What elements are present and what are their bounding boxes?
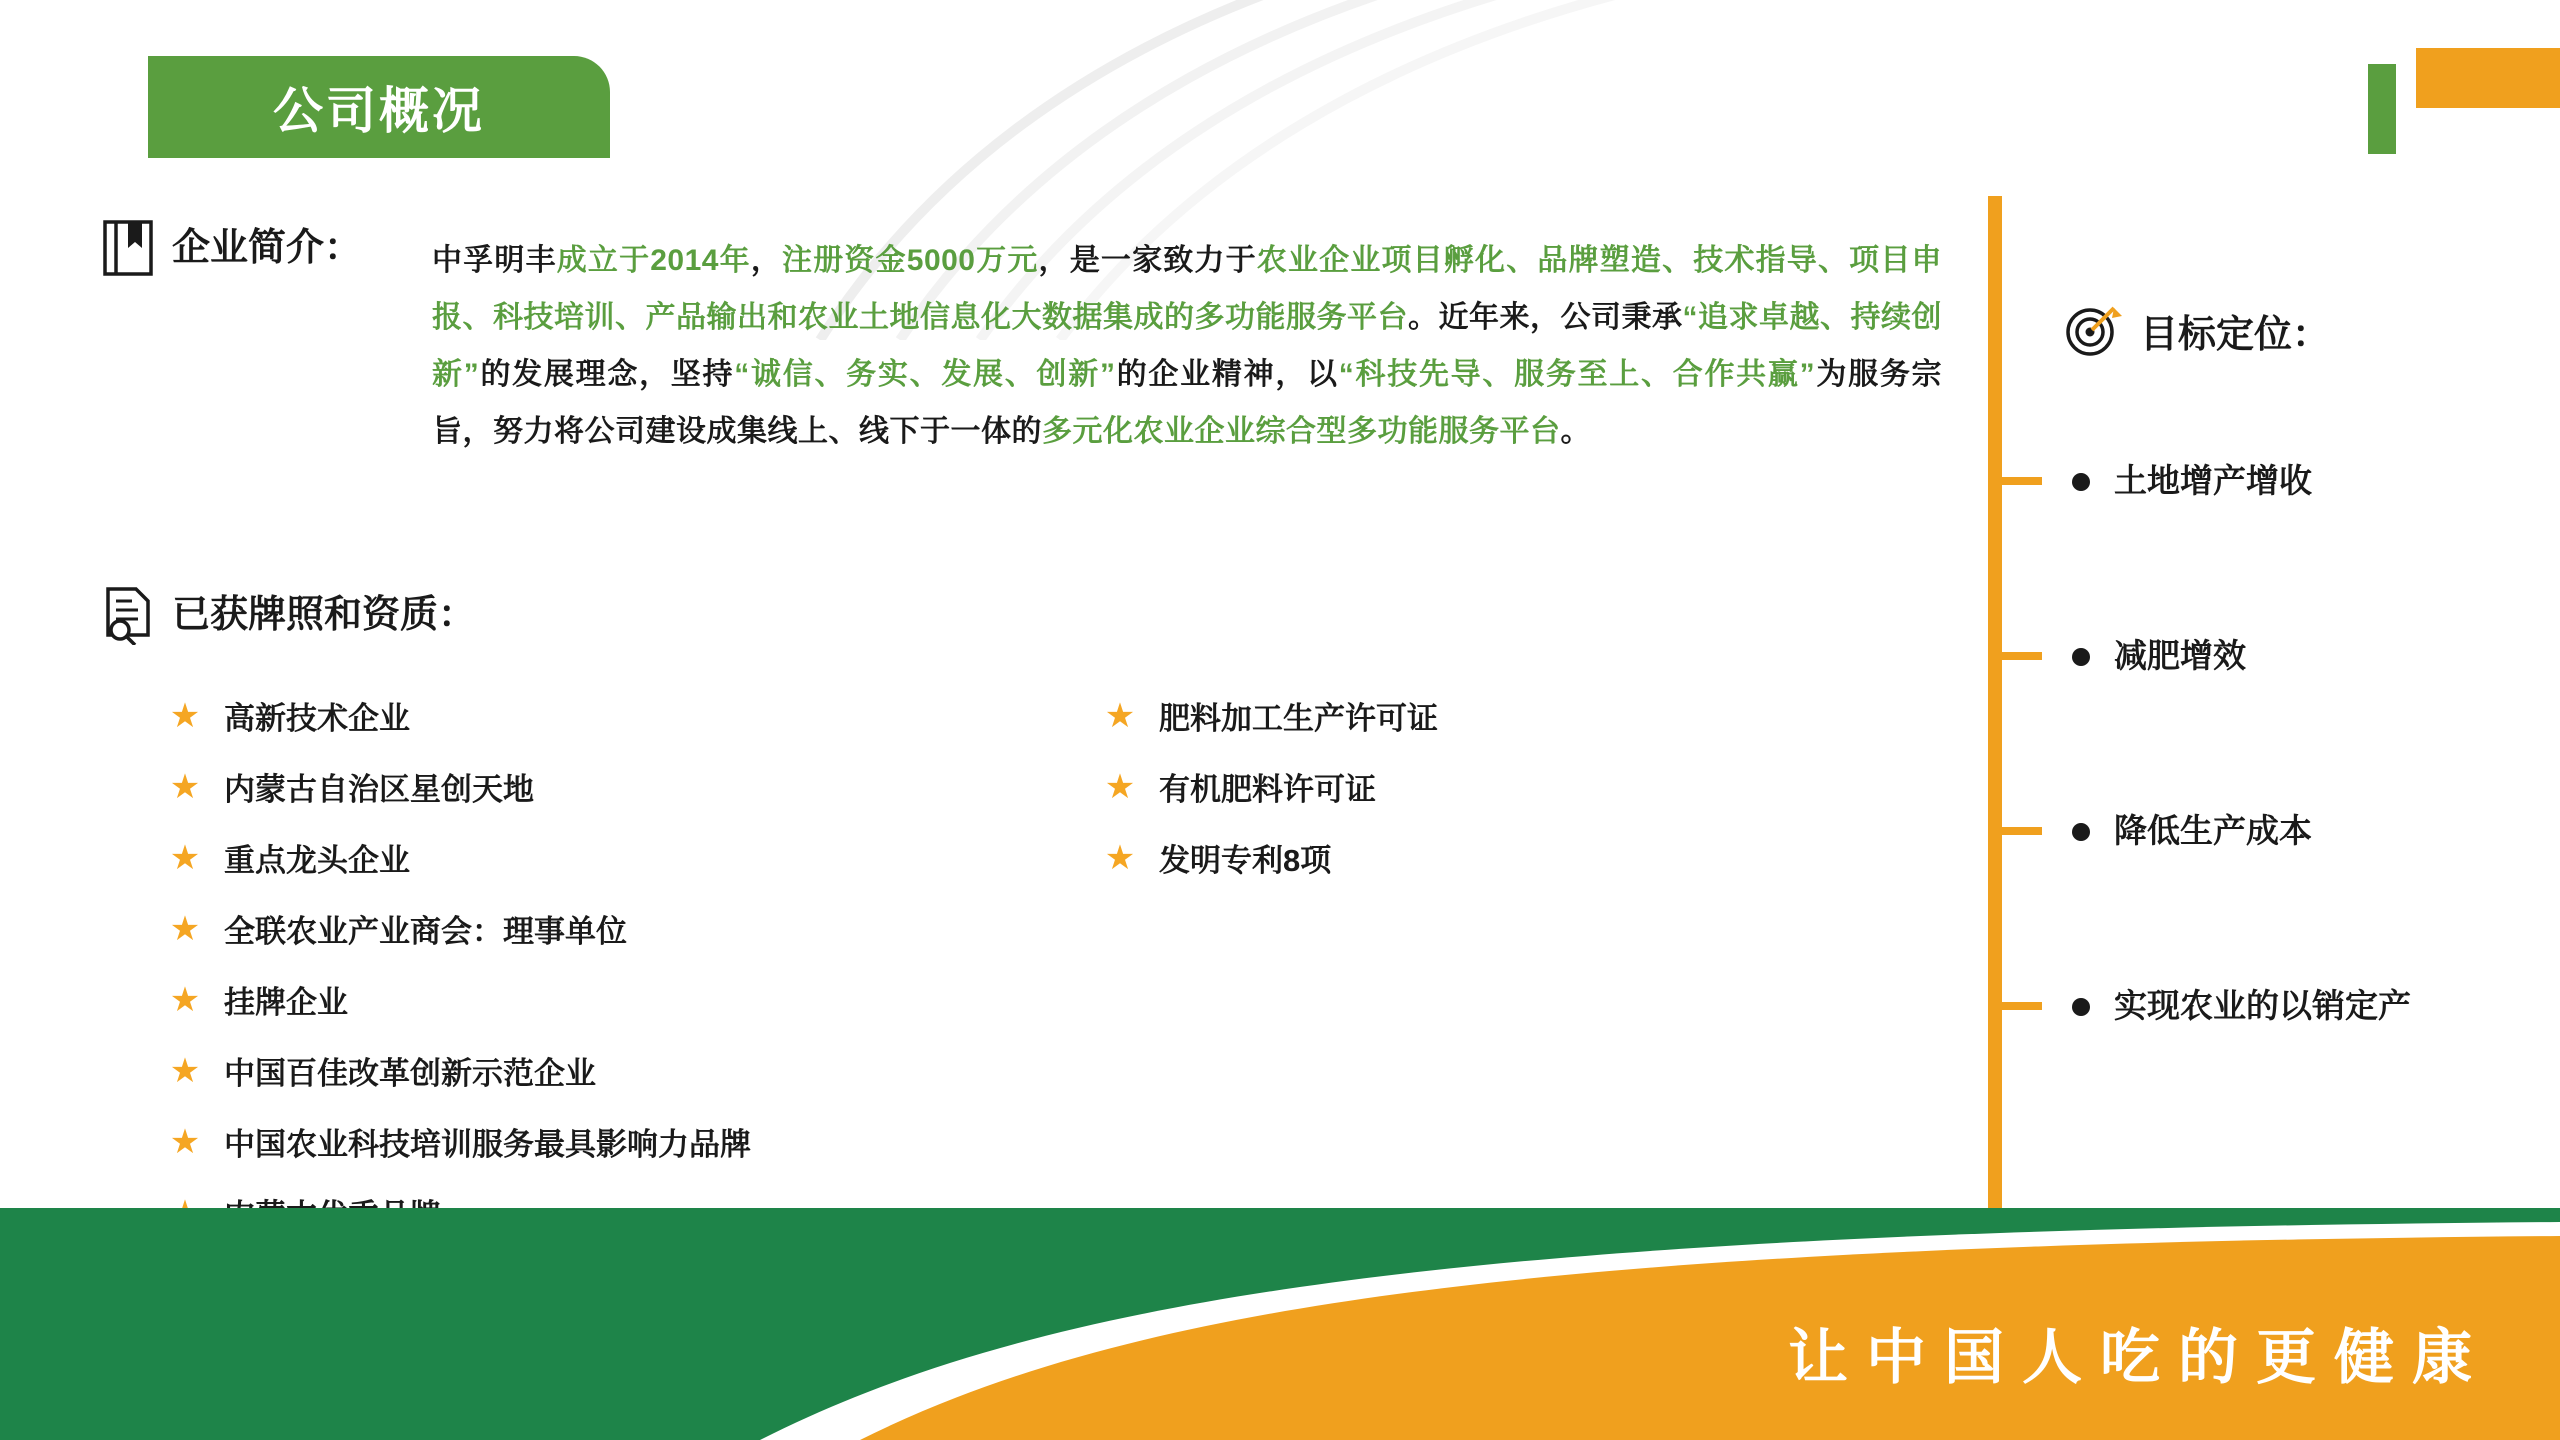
intro-text-segment: 农业企业项目孵化、品牌塑造、技术指导、项目申报、科技培训、产品输出和农业土地信息化大数据集成的多功能服务平台 (432, 244, 1943, 334)
intro-text-segment: ，是一家致力于 (1038, 244, 1257, 277)
credentials-section-header (98, 585, 476, 645)
credential-label: 全联农业产业商会：理事单位 (224, 914, 627, 949)
intro-section-header (98, 218, 362, 278)
credential-label: 挂牌企业 (224, 985, 348, 1020)
corner-mark-green (2368, 64, 2396, 154)
list-item (1103, 822, 1438, 893)
credential-label: 发明专利8项 (1159, 843, 1332, 878)
intro-text-segment: “追求卓越、持续创新” (432, 301, 1942, 391)
intro-text-segment: “诚信、务实、发展、创新” (734, 358, 1116, 391)
page-title (148, 56, 610, 158)
goal-tick-marker (1988, 477, 2042, 485)
bullet-dot-icon (2072, 823, 2090, 841)
intro-text-segment: 中孚明丰 (432, 244, 557, 277)
credential-label: 有机肥料许可证 (1159, 772, 1376, 807)
list-item (1103, 751, 1438, 822)
goal-item (1988, 980, 2411, 1032)
intro-text-segment: 。 (1560, 415, 1591, 448)
star-icon: ★ (1104, 767, 1136, 806)
intro-text-segment: 为服务宗旨，努力将公司建设成集线上、线下于一体的 (432, 358, 1943, 448)
goal-tick-marker (1988, 652, 2042, 660)
star-icon: ★ (169, 980, 201, 1019)
goal-item (1988, 455, 2312, 507)
footer-banner (0, 1208, 2560, 1440)
intro-section-label: 企业简介： (172, 227, 363, 269)
document-search-icon (98, 585, 158, 645)
intro-text-segment: 的企业精神，以 (1115, 358, 1339, 391)
star-icon: ★ (1104, 838, 1136, 877)
intro-text-segment: 成立于2014年 (556, 244, 751, 277)
star-icon: ★ (169, 838, 201, 877)
target-icon (2062, 300, 2122, 360)
goal-label: 土地增产增收 (2114, 462, 2312, 499)
goals-timeline-rail (1988, 196, 2002, 1238)
intro-text-segment: 注册资金5000万元 (782, 244, 1039, 277)
goal-tick-marker (1988, 827, 2042, 835)
star-icon: ★ (1104, 696, 1136, 735)
goal-item (1988, 805, 2312, 857)
bullet-dot-icon (2072, 648, 2090, 666)
list-item (168, 893, 751, 964)
book-icon (98, 218, 158, 278)
star-icon: ★ (169, 909, 201, 948)
credential-label: 中国百佳改革创新示范企业 (224, 1056, 596, 1091)
credentials-section-label: 已获牌照和资质： (172, 594, 477, 636)
intro-text-segment: 多元化农业企业综合型多功能服务平台 (1042, 415, 1561, 448)
credential-label: 肥料加工生产许可证 (1159, 701, 1438, 736)
intro-text-segment: “科技先导、服务至上、合作共赢” (1338, 358, 1816, 391)
credentials-column-left (168, 680, 751, 1248)
list-item (168, 1035, 751, 1106)
page-title-text: 公司概况 (273, 83, 485, 139)
credential-label: 内蒙古自治区星创天地 (224, 772, 534, 807)
star-icon: ★ (169, 1122, 201, 1161)
bullet-dot-icon (2072, 998, 2090, 1016)
goal-label: 降低生产成本 (2114, 812, 2312, 849)
goal-label: 实现农业的以销定产 (2114, 987, 2411, 1024)
corner-mark-orange (2416, 48, 2560, 108)
star-icon: ★ (169, 767, 201, 806)
list-item (168, 822, 751, 893)
goal-label: 减肥增效 (2114, 637, 2246, 674)
credential-label: 重点龙头企业 (224, 843, 410, 878)
list-item (168, 1106, 751, 1177)
credential-label: 高新技术企业 (224, 701, 410, 736)
intro-text-segment: 。近年来，公司秉承 (1408, 301, 1683, 334)
list-item (1103, 680, 1438, 751)
bullet-dot-icon (2072, 473, 2090, 491)
list-item (168, 964, 751, 1035)
goal-tick-marker (1988, 1002, 2042, 1010)
credential-label: 中国农业科技培训服务最具影响力品牌 (224, 1127, 751, 1162)
star-icon: ★ (169, 696, 201, 735)
intro-text-segment: ， (750, 244, 783, 277)
goals-section-header (2062, 300, 2330, 360)
list-item (168, 680, 751, 751)
list-item (168, 751, 751, 822)
intro-paragraph (432, 232, 1942, 460)
star-icon: ★ (169, 1051, 201, 1090)
footer-slogan: 让中国人吃的更健康 (1788, 1324, 2490, 1391)
goal-item (1988, 630, 2246, 682)
goals-section-label: 目标定位： (2140, 313, 2331, 356)
credentials-column-right (1103, 680, 1438, 893)
intro-text-segment: 的发展理念，坚持 (479, 358, 735, 391)
